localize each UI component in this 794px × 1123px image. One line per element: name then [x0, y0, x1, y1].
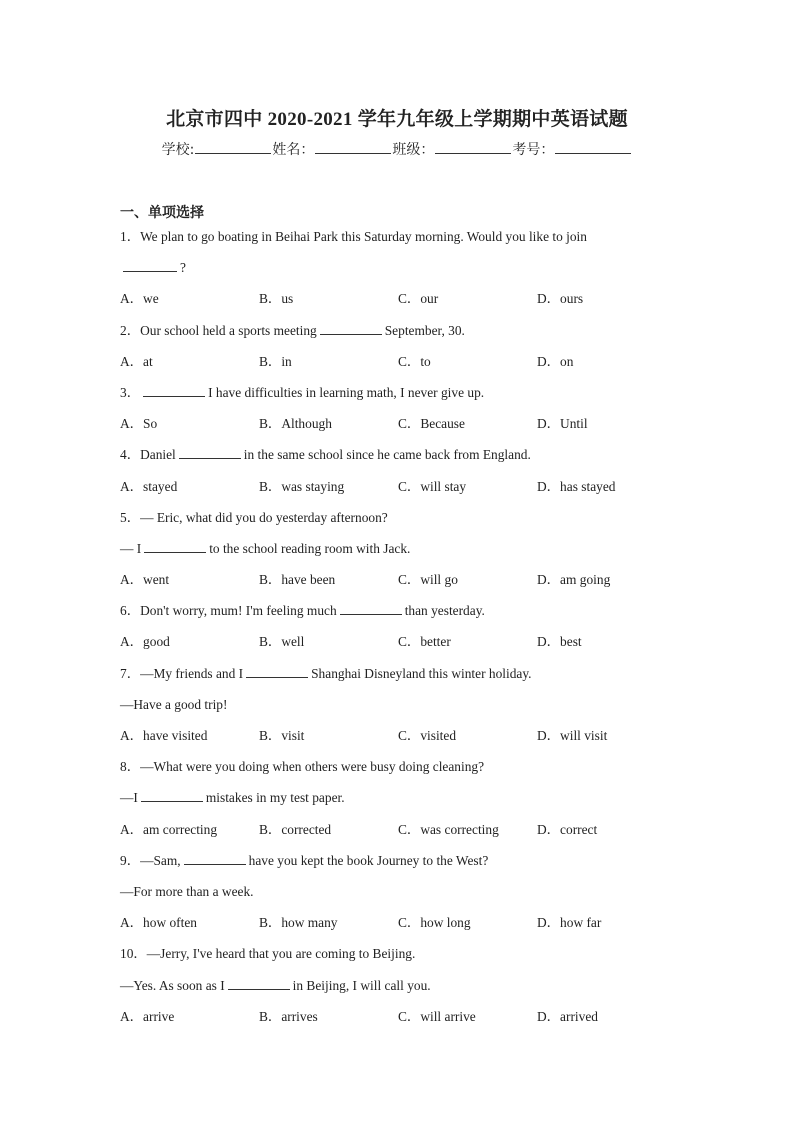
- option-b[interactable]: B．corrected: [259, 821, 332, 837]
- stem-text: to the school reading room with Jack.: [209, 540, 411, 556]
- answer-blank[interactable]: [179, 445, 241, 459]
- option-d[interactable]: D．how far: [537, 915, 602, 931]
- stem-text: 8．—What were you doing when others were busy doing cleaning?: [120, 759, 485, 775]
- stem-text: —For more than a week.: [120, 883, 254, 899]
- options-row: [120, 725, 720, 756]
- question-item: [120, 507, 720, 601]
- answer-blank[interactable]: [320, 321, 382, 335]
- question-stem-line: [120, 444, 720, 475]
- stem-text: have you kept the book Journey to the West?: [248, 852, 489, 868]
- stem-text: Shanghai Disneyland this winter holiday.: [311, 665, 532, 681]
- question-stem-line: [120, 663, 720, 694]
- exam-no-blank[interactable]: [555, 141, 631, 154]
- option-b[interactable]: B．have been: [259, 572, 336, 588]
- option-c[interactable]: C．visited: [398, 728, 457, 743]
- stem-text: in Beijing, I will call you.: [292, 977, 431, 993]
- option-c[interactable]: C．better: [398, 634, 451, 650]
- option-d[interactable]: D．arrived: [537, 1008, 598, 1024]
- question-stem-line: [120, 257, 720, 288]
- options-row: [120, 413, 720, 444]
- stem-text: —Have a good trip!: [120, 696, 228, 712]
- option-c[interactable]: C．Because: [398, 416, 465, 432]
- options-row: [120, 912, 720, 943]
- question-item: [120, 320, 720, 382]
- answer-blank[interactable]: [340, 601, 402, 615]
- question-item: [120, 663, 720, 757]
- option-b[interactable]: B．was staying: [259, 478, 345, 494]
- class-label: 班级：: [392, 142, 435, 158]
- question-stem-line: [120, 320, 720, 351]
- stem-text: 2．Our school held a sports meeting: [120, 322, 317, 338]
- question-stem-line: [120, 382, 720, 413]
- options-row: [120, 288, 720, 319]
- question-stem-line: [120, 881, 720, 912]
- question-item: [120, 600, 720, 662]
- question-stem-line: [120, 756, 720, 787]
- question-stem-line: [120, 850, 720, 881]
- option-c[interactable]: C．will stay: [398, 478, 467, 494]
- stem-text: 6．Don't worry, mum! I'm feeling much: [120, 603, 337, 619]
- stem-text: 1．We plan to go boating in Beihai Park this Saturday morning. Would you like to join: [120, 229, 587, 244]
- options-row: [120, 819, 720, 850]
- question-stem-line: [120, 226, 720, 257]
- stem-text: 10．—Jerry, I've heard that you are coming to Beijing.: [120, 946, 416, 962]
- option-c[interactable]: C．how long: [398, 915, 471, 931]
- stem-text: —I: [120, 790, 138, 806]
- answer-blank[interactable]: [144, 539, 206, 553]
- option-a[interactable]: A．have visited: [120, 728, 208, 743]
- option-c[interactable]: C．will arrive: [398, 1008, 476, 1024]
- stem-text: than yesterday.: [404, 603, 485, 619]
- school-blank[interactable]: [195, 141, 271, 154]
- stem-text: ?: [180, 260, 186, 276]
- option-d[interactable]: D．ours: [537, 291, 584, 307]
- options-row: [120, 1006, 720, 1037]
- option-b[interactable]: B．us: [259, 291, 294, 307]
- question-stem-line: [120, 600, 720, 631]
- option-a[interactable]: A．am correcting: [120, 821, 218, 837]
- question-item: [120, 943, 720, 1037]
- answer-blank[interactable]: [141, 788, 203, 802]
- options-row: [120, 476, 720, 507]
- option-a[interactable]: A．we: [120, 291, 159, 307]
- option-d[interactable]: D．Until: [537, 416, 588, 432]
- name-label: 姓名：: [272, 142, 315, 158]
- option-a[interactable]: A．at: [120, 353, 153, 369]
- option-d[interactable]: D．on: [537, 353, 574, 369]
- option-b[interactable]: B．arrives: [259, 1008, 318, 1024]
- stem-text: September, 30.: [384, 322, 465, 338]
- question-list: [120, 226, 720, 1037]
- question-stem-line: [120, 507, 720, 538]
- option-d[interactable]: D．will visit: [537, 728, 608, 743]
- option-b[interactable]: B．well: [259, 634, 305, 650]
- stem-text: 5．— Eric, what did you do yesterday afternoon?: [120, 509, 388, 525]
- options-row: [120, 631, 720, 662]
- school-label: 学校:: [161, 142, 195, 158]
- question-item: [120, 756, 720, 850]
- page-title: 北京市四中 2020-2021 学年九年级上学期期中英语试题: [166, 109, 628, 130]
- stem-text: in the same school since he came back from England.: [243, 447, 531, 463]
- question-item: [120, 850, 720, 944]
- options-row: [120, 351, 720, 382]
- stem-text: — I: [120, 540, 142, 556]
- stem-text: —Yes. As soon as I: [120, 977, 225, 993]
- student-info-line: [0, 139, 794, 159]
- option-d[interactable]: D．best: [537, 634, 582, 650]
- option-a[interactable]: A．good: [120, 634, 170, 650]
- answer-blank[interactable]: [123, 258, 177, 272]
- question-stem-line: [120, 943, 720, 974]
- option-b[interactable]: B．visit: [259, 728, 305, 743]
- option-a[interactable]: A．arrive: [120, 1008, 175, 1024]
- answer-blank[interactable]: [143, 383, 205, 397]
- section-title: 一、单项选择: [120, 205, 204, 221]
- option-c[interactable]: C．to: [398, 353, 431, 369]
- option-d[interactable]: D．correct: [537, 821, 598, 837]
- answer-blank[interactable]: [228, 976, 290, 990]
- answer-blank[interactable]: [246, 664, 308, 678]
- question-item: [120, 444, 720, 506]
- option-b[interactable]: B．how many: [259, 915, 338, 931]
- class-blank[interactable]: [435, 141, 511, 154]
- option-c[interactable]: C．our: [398, 291, 439, 307]
- options-row: [120, 569, 720, 600]
- stem-text: 9．—Sam,: [120, 852, 181, 868]
- name-blank[interactable]: [315, 141, 391, 154]
- question-stem-line: [120, 694, 720, 725]
- question-item: [120, 226, 720, 320]
- option-c[interactable]: C．was correcting: [398, 821, 499, 837]
- option-c[interactable]: C．will go: [398, 572, 458, 588]
- option-b[interactable]: B．Although: [259, 416, 332, 432]
- option-a[interactable]: A．stayed: [120, 478, 178, 494]
- option-a[interactable]: A．So: [120, 416, 158, 432]
- stem-text: 7．—My friends and I: [120, 665, 244, 681]
- stem-text: mistakes in my test paper.: [205, 790, 345, 806]
- option-d[interactable]: D．am going: [537, 572, 611, 588]
- question-stem-line: [120, 975, 720, 1006]
- question-stem-line: [120, 538, 720, 569]
- option-d[interactable]: D．has stayed: [537, 478, 616, 494]
- stem-text: 3．: [120, 384, 141, 400]
- exam-no-label: 考号：: [512, 142, 555, 158]
- option-a[interactable]: A．went: [120, 572, 170, 588]
- option-a[interactable]: A．how often: [120, 915, 197, 931]
- question-stem-line: [120, 787, 720, 818]
- question-item: [120, 382, 720, 444]
- stem-text: 4．Daniel: [120, 447, 176, 463]
- answer-blank[interactable]: [184, 851, 246, 865]
- stem-text: I have difficulties in learning math, I never give up.: [208, 384, 485, 400]
- option-b[interactable]: B．in: [259, 353, 292, 369]
